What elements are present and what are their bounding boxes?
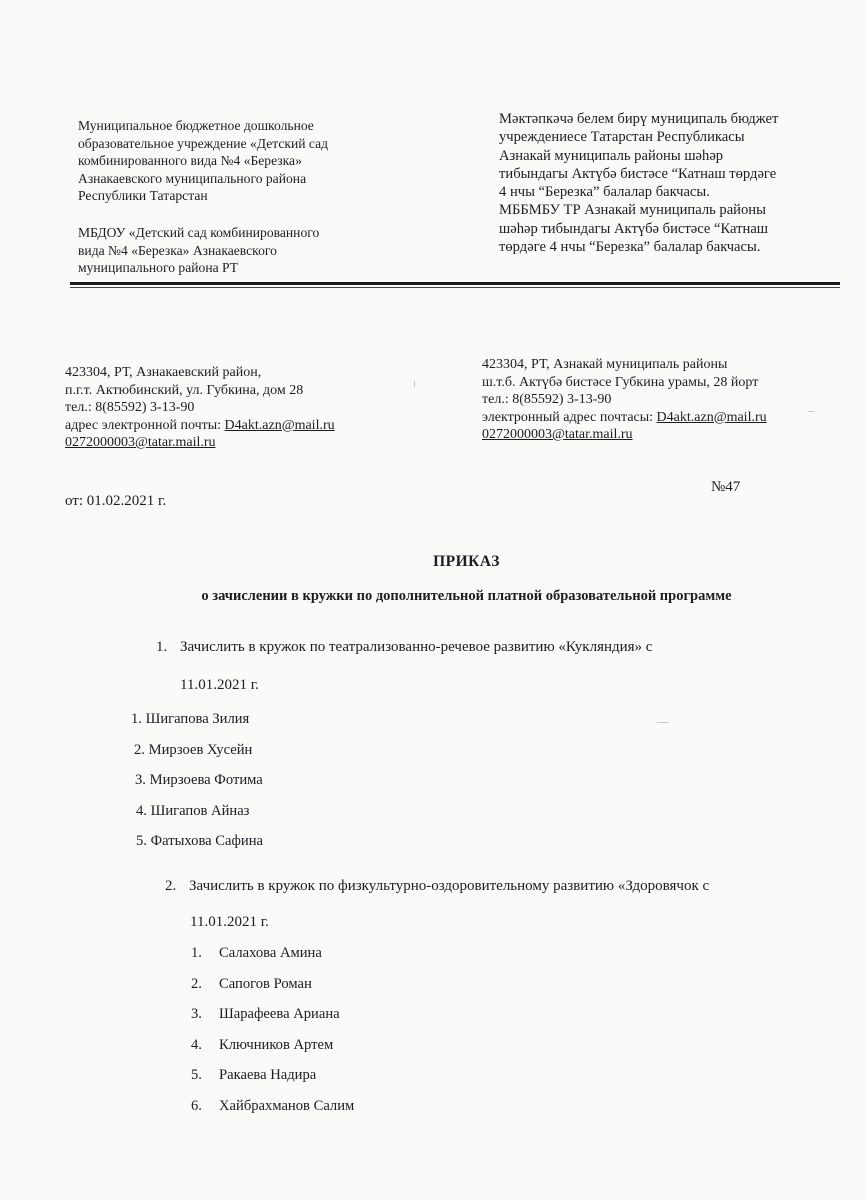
header-right-line: 4 нчы “Березка” балалар бакчасы. [499, 184, 710, 201]
list-item [191, 1030, 354, 1061]
address-right-email-label: электронный адрес почтасы: [482, 409, 657, 425]
section1-number: 1. [156, 639, 168, 655]
address-left-email-link[interactable]: D4akt.azn@mail.ru [224, 417, 335, 433]
list-item-name: Шарафеева Ариана [219, 1006, 340, 1023]
section1-heading [156, 639, 652, 656]
header-right-line: тибындагы Актүбә бистәсе “Катнаш төрдәге [499, 165, 777, 182]
address-left-email-label: адрес электронной почты: [65, 417, 225, 433]
list-item-name: Ракаева Надира [219, 1067, 317, 1084]
list-item: 2. Мирзоев Хусейн [134, 741, 253, 758]
list-item-name: Хайбрахманов Салим [219, 1097, 355, 1114]
list-item: 5. Фатыхова Сафина [136, 833, 264, 849]
address-left-email2-link[interactable]: 0272000003@tatar.mail.ru [65, 435, 216, 450]
header-right-line: шәһәр тибындагы Актүбә бистәсе “Катнаш [499, 220, 769, 237]
address-left-line: п.г.т. Актюбинский, ул. Губкина, дом 28 [65, 382, 304, 398]
address-left-phone: тел.: 8(85592) 3-13-90 [65, 400, 195, 415]
list-item-number: 1. [191, 945, 202, 961]
header-left-line: комбинированного вида №4 «Березка» [78, 153, 302, 169]
scan-speck [808, 411, 814, 412]
section2-number: 2. [165, 878, 177, 894]
header-divider-thick [70, 282, 840, 285]
address-right-line: 423304, РТ, Азнакай муниципаль районы [482, 357, 728, 372]
list-item [191, 1060, 354, 1091]
list-item [191, 969, 354, 1000]
header-left-block [78, 117, 328, 277]
header-right-line: төрдәге 4 нчы “Березка” балалар бакчасы. [499, 239, 761, 256]
address-right-line: ш.т.б. Актүбә бистәсе Губкина урамы, 28 йорт [482, 374, 759, 390]
scan-speck [657, 722, 669, 723]
list-item-name: Салахова Амина [219, 945, 322, 961]
header-left-line: Азнакаевского муниципального района [78, 170, 307, 186]
list-item-number: 2. [191, 975, 202, 992]
list-item-number: 4. [191, 1036, 202, 1053]
scan-speck [414, 381, 415, 387]
section2-heading [165, 878, 709, 895]
header-divider-thin [70, 287, 840, 288]
document-title: ПРИКАЗ [433, 553, 500, 570]
order-number: №47 [711, 479, 741, 495]
list-item-number: 3. [191, 1006, 202, 1023]
header-right-line: учреждениесе Татарстан Республикасы [499, 129, 745, 146]
address-right-email-row [482, 409, 767, 427]
address-left-block [65, 364, 335, 452]
header-right-line: Мәктәпкәчә белем бирү муниципаль бюджет [499, 111, 779, 127]
list-item [191, 1091, 354, 1122]
header-right-line: МББМБУ ТР Азнакай муниципаль районы [499, 202, 766, 219]
address-right-email2-link[interactable]: 0272000003@tatar.mail.ru [482, 427, 633, 442]
header-left-line: Республики Татарстан [78, 188, 208, 204]
list-item: 3. Мирзоева Фотима [135, 772, 263, 788]
address-right-block [482, 356, 767, 444]
header-left-line: образовательное учреждение «Детский сад [78, 135, 329, 151]
list-item-number: 6. [191, 1097, 202, 1114]
address-right-phone: тел.: 8(85592) 3-13-90 [482, 392, 612, 407]
list-item-number: 5. [191, 1067, 202, 1084]
document-subtitle: о зачислении в кружки по дополнительной платной образовательной программе [201, 588, 732, 604]
header-left-short-line: МБДОУ «Детский сад комбинированного [78, 224, 320, 240]
section2-student-list [191, 938, 354, 1122]
section1-date: 11.01.2021 г. [180, 677, 259, 693]
address-left-email-row [65, 417, 335, 435]
section2-text: Зачислить в кружок по физкультурно-оздоровительному развитию «Здоровячок с [189, 878, 710, 894]
address-left-line: 423304, РТ, Азнакаевский район, [65, 365, 262, 380]
header-right-line: Азнакай муниципаль районы шәһәр [499, 147, 724, 164]
address-right-email-link[interactable]: D4akt.azn@mail.ru [656, 409, 767, 425]
section1-student-list [131, 704, 263, 857]
order-date: от: 01.02.2021 г. [65, 493, 167, 509]
list-item [191, 999, 354, 1030]
list-item [191, 938, 354, 969]
section1-text: Зачислить в кружок по театрализованно-речевое развитию «Кукляндия» с [180, 639, 653, 655]
list-item-name: Ключников Артем [219, 1036, 334, 1053]
list-item: 1. Шигапова Зилия [131, 711, 250, 727]
list-item: 4. Шигапов Айназ [136, 802, 250, 819]
list-item-name: Сапогов Роман [219, 975, 312, 992]
section2-date: 11.01.2021 г. [190, 914, 269, 930]
header-left-line: Муниципальное бюджетное дошкольное [78, 118, 314, 133]
header-left-short-line: муниципального района РТ [78, 260, 239, 276]
header-right-block [499, 110, 778, 256]
header-left-short-line: вида №4 «Березка» Азнакаевского [78, 242, 277, 258]
